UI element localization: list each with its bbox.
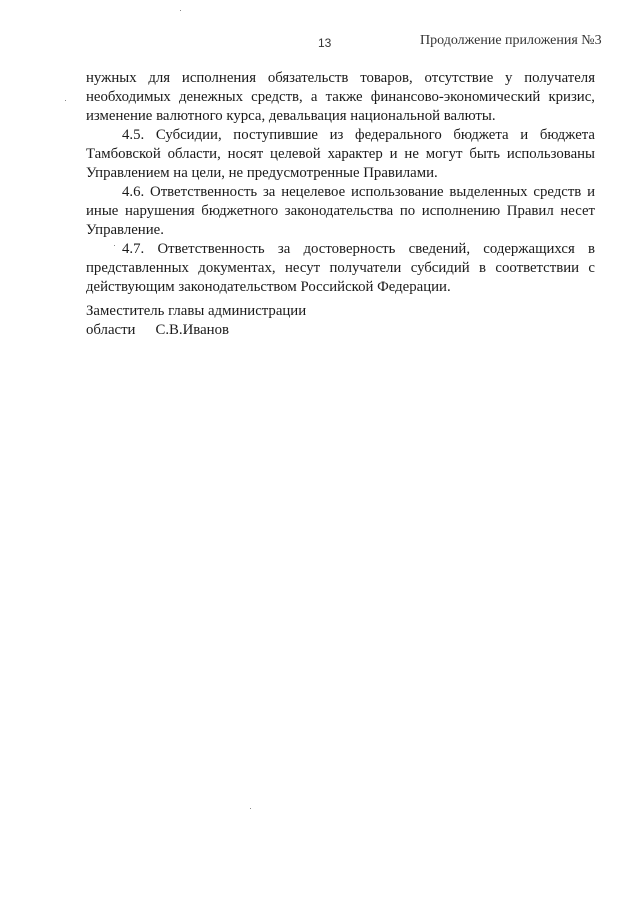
signatory-position-line2 bbox=[86, 321, 306, 340]
paragraph-4-7: 4.7. Ответственность за достоверность сведений, содержащихся в представленных документах, несут получатели субсидий в соответствии с действующим законодательством Российской Федерации. bbox=[86, 241, 595, 295]
paragraph-4-5: 4.5. Субсидии, поступившие из федерального бюджета и бюджета Тамбовской области, носят целевой характер и не могут быть использованы Управлением на цели, не предусмотренные Правилами. bbox=[86, 127, 595, 181]
signatory-position-line1: Заместитель главы администрации bbox=[86, 303, 307, 319]
signature-block bbox=[86, 302, 306, 340]
scan-speck bbox=[250, 808, 251, 809]
document-body bbox=[86, 69, 595, 297]
scan-speck bbox=[180, 10, 181, 11]
signatory-position-region: области bbox=[86, 322, 136, 338]
page-number: 13 bbox=[318, 36, 332, 50]
signatory-name: С.В.Иванов bbox=[155, 322, 229, 338]
scan-speck bbox=[114, 245, 115, 246]
paragraph-continuation: нужных для исполнения обязательств товаров, отсутствие у получателя необходимых денежных средств, а также финансово-экономический кризис, изменение валютного курса, девальвация национальной валюты. bbox=[86, 70, 595, 124]
appendix-continuation-note: Продолжение приложения №3 bbox=[420, 33, 602, 48]
paragraph-4-6: 4.6. Ответственность за нецелевое использование выделенных средств и иные нарушения бюджетного законодательства по исполнению Правил несет Управление. bbox=[86, 184, 595, 238]
scan-speck bbox=[65, 100, 66, 101]
